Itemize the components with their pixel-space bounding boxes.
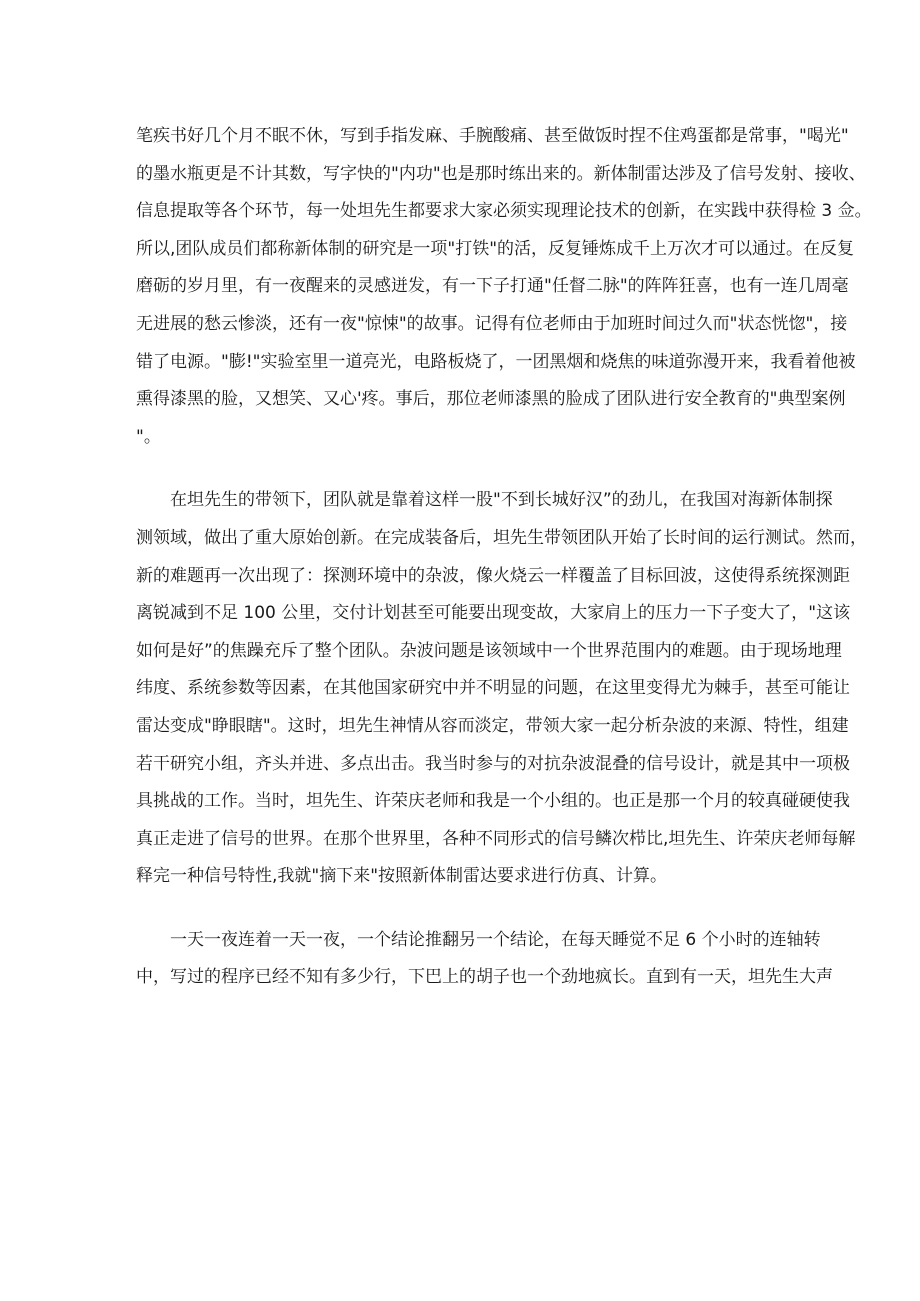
text-line: 中，写过的程序已经不知有多少行，下巴上的胡子也一个劲地疯长。直到有一天，坦先生大声 bbox=[136, 967, 833, 988]
text-line: 释完一种信号特性,我就"摘下来"按照新体制雷达要求进行仿真、计算。 bbox=[136, 866, 668, 887]
text-line: 的墨水瓶更是不计其数，写字快的"内功"也是那时练出来的。新体制雷达涉及了信号发射、接收、 bbox=[136, 163, 866, 184]
text-line: 纬度、系统参数等因素，在其他国家研究中并不明显的问题，在这里变得尤为棘手，甚至可能让 bbox=[136, 678, 850, 699]
text-line: 若干研究小组，齐头并进、多点出击。我当时参与的对抗杂波混叠的信号设计，就是其中一项极 bbox=[136, 753, 850, 774]
text-line: 一天一夜连着一天一夜，一个结论推翻另一个结论，在每天睡觉不足 6 个小时的连轴转 bbox=[170, 929, 821, 950]
text-line: 新的难题再一次出现了：探测环境中的杂波，像火烧云一样覆盖了目标回波，这使得系统探测距 bbox=[136, 565, 850, 586]
text-line: 笔疾书好几个月不眠不休，写到手指发麻、手腕酸痛、甚至做饭时捏不住鸡蛋都是常事，"喝光" bbox=[136, 126, 849, 146]
text-line: 如何是好”的焦躁充斥了整个团队。杂波问题是该领域中一个世界范围内的难题。由于现场地理 bbox=[136, 640, 842, 661]
text-line: 无进展的愁云惨淡，还有一夜"惊悚"的故事。记得有位老师由于加班时间过久而"状态恍惚"，接 bbox=[136, 313, 848, 334]
paragraph-1 bbox=[136, 118, 872, 456]
text-line: "。 bbox=[136, 426, 161, 447]
text-line: 信息提取等各个环节，每一处坦先生都要求大家必须实现理论技术的创新，在实践中获得检 3 佥。 bbox=[136, 201, 872, 222]
paragraph-spacer bbox=[136, 456, 788, 482]
text-line: 雷达变成"睁眼瞎"。这时，坦先生神情从容而淡定，带领大家一起分析杂波的来源、特性，组建 bbox=[136, 715, 849, 736]
text-line: 所以,团队成员们都称新体制的研究是一项"打铁"的活，反复锤炼成千上万次才可以通过。在反复 bbox=[136, 238, 855, 259]
document-page bbox=[136, 118, 872, 997]
text-line: 磨砺的岁月里，有一夜醒来的灵感迸发，有一下子打通"任督二脉"的阵阵狂喜，也有一连几周毫 bbox=[136, 276, 849, 297]
text-line: 测领域，做出了重大原始创新。在完成装备后，坦先生带领团队开始了长时间的运行测试。然而， bbox=[136, 527, 867, 548]
text-line: 错了电源。"膨!"实验室里一道亮光，电路板烧了，一团黑烟和烧焦的味道弥漫开来，我看着他被 bbox=[136, 351, 856, 372]
paragraph-3 bbox=[136, 922, 833, 997]
paragraph-spacer bbox=[136, 896, 788, 922]
text-line: 离锐减到不足 100 公里，交付计划甚至可能要出现变故，大家肩上的压力一下子变大了，"这该 bbox=[136, 603, 851, 624]
text-line: 真正走进了信号的世界。在那个世界里，各种不同形式的信号鳞次栉比,坦先生、许荣庆老师每解 bbox=[136, 828, 856, 849]
text-line: 在坦先生的带领下，团队就是靠着这样一股"不到长城好汉”的劲儿，在我国对海新体制探 bbox=[170, 490, 833, 511]
paragraph-2 bbox=[136, 482, 867, 896]
text-line: 熏得漆黑的脸，又想笑、又心'疼。事后，那位老师漆黑的脸成了团队进行安全教育的"典型案例 bbox=[136, 389, 846, 410]
text-line: 具挑战的工作。当时，坦先生、许荣庆老师和我是一个小组的。也正是那一个月的较真碰硬使我 bbox=[136, 791, 850, 812]
